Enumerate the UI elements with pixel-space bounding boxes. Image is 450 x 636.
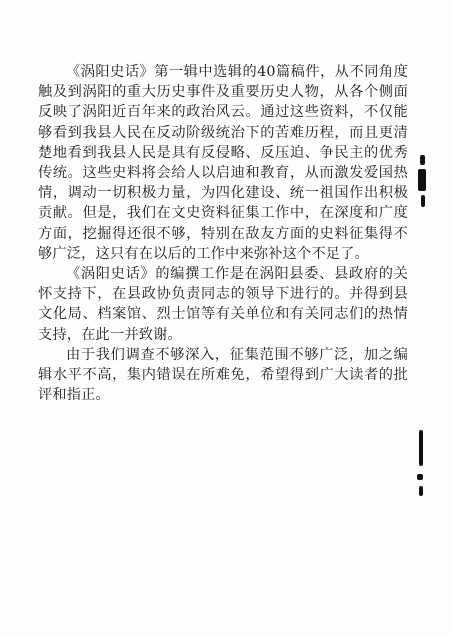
scan-edge-mark-bottom (416, 430, 430, 510)
scan-edge-mark-top (416, 155, 430, 215)
paragraph-2: 《涡阳史话》的编撰工作是在涡阳县委、县政府的关怀支持下，在县政协负责同志的领导下进行的。并得到县文化局、档案馆、烈士馆等有关单位和有关同志们的热情支持，在此一并致谢。 (38, 266, 408, 343)
paragraph-1: 《涡阳史话》第一辑中选辑的40篇稿件，从不同角度触及到涡阳的重大历史事件及重要历史人物，从各个侧面反映了涡阳近百年来的政治风云。通过这些资料，不仅能够看到我县人民在反动阶级统治下的苦难历程，而且更清楚地看到我县人民是具有反侵略、反压迫、争民主的优秀传统。这些史料将会给人以启迪和教育，从而激发爱国热情，调动一切积极力量，为四化建设、统一祖国作出积极贡献。但是，我们在文史资料征集工作中，在深度和广度方面，挖掘得还很不够，特别在敌友方面的史料征集得不够广泛，这只有在以后的工作中来弥补这个不足了。 (38, 64, 408, 262)
paragraph-3: 由于我们调查不够深入，征集范围不够广泛，加之编辑水平不高，集内错误在所难免，希望得到广大读者的批评和指正。 (38, 346, 408, 404)
body-text (38, 62, 408, 405)
